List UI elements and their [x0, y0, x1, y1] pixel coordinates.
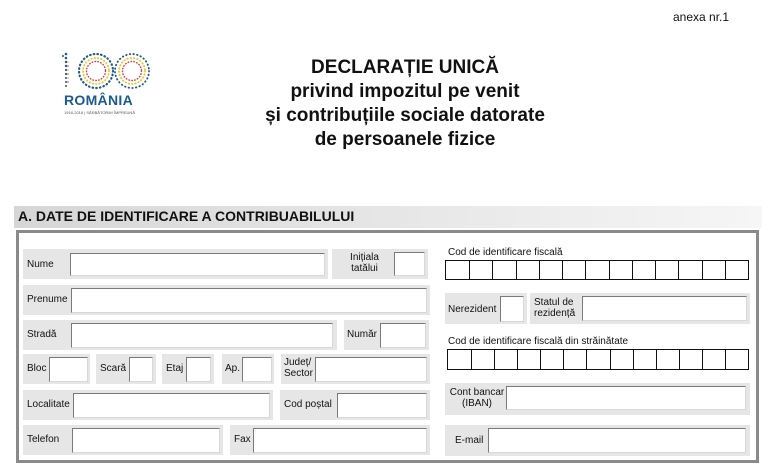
bloc-label: Bloc	[27, 363, 47, 374]
cont-label-line2: (IBAN)	[462, 398, 492, 409]
cif-label: Cod de identificare fiscală	[448, 247, 563, 258]
judet-cell	[281, 354, 430, 384]
ap-cell	[222, 354, 274, 384]
initiala-label	[342, 252, 387, 274]
logo-tagline: 1918-2018 | SĂRBĂTORIM ÎMPREUNĂ	[64, 110, 135, 115]
nerezident-checkbox[interactable]	[500, 296, 524, 322]
localitate-cell	[23, 390, 273, 420]
cif-digit-box[interactable]	[469, 261, 492, 279]
cont-bancar-cell	[445, 383, 750, 415]
ap-label: Ap.	[225, 363, 241, 374]
fax-input[interactable]	[253, 428, 427, 453]
cif-digit-box[interactable]	[492, 261, 515, 279]
centenary-dots-icon	[58, 48, 158, 94]
cif-strainatate-digit-box[interactable]	[471, 350, 494, 369]
ap-input[interactable]	[242, 357, 272, 382]
prenume-cell	[23, 285, 430, 315]
cif-strainatate-digit-box[interactable]	[610, 350, 633, 369]
judet-label-line2: Sector	[284, 368, 313, 379]
numar-label: Număr	[347, 329, 378, 340]
cif-digit-boxes[interactable]	[445, 260, 749, 280]
nerezident-label: Nerezident	[448, 304, 497, 315]
telefon-label: Telefon	[27, 434, 60, 445]
statul-rezidenta-cell	[530, 293, 750, 324]
judet-input[interactable]	[315, 357, 427, 382]
statul-label-line1: Statul de	[534, 297, 574, 308]
cont-bancar-label	[448, 387, 506, 409]
initiala-label-line1: Inițiala	[350, 252, 379, 263]
cif-strainatate-digit-box[interactable]	[448, 350, 471, 369]
numar-input[interactable]	[380, 323, 426, 348]
scara-label: Scară	[100, 363, 127, 374]
section-title: A. DATE DE IDENTIFICARE A CONTRIBUABILULUI	[18, 208, 355, 224]
statul-label-line2: rezidență	[534, 308, 576, 319]
title-line-1: DECLARAȚIE UNICĂ	[311, 57, 499, 78]
telefon-cell	[23, 425, 223, 455]
cif-strainatate-digit-box[interactable]	[586, 350, 609, 369]
cif-strainatate-digit-box[interactable]	[563, 350, 586, 369]
cif-digit-box[interactable]	[516, 261, 539, 279]
strada-label: Stradă	[27, 329, 57, 340]
judet-label	[284, 357, 313, 379]
cif-strainatate-label: Cod de identificare fiscală din străinătate	[448, 336, 629, 347]
telefon-input[interactable]	[72, 428, 220, 453]
fax-cell	[230, 425, 430, 455]
nerezident-cell	[445, 293, 527, 324]
initiala-input[interactable]	[394, 252, 425, 276]
cif-strainatate-digit-box[interactable]	[633, 350, 656, 369]
cif-digit-box[interactable]	[609, 261, 632, 279]
cif-strainatate-digit-boxes[interactable]	[447, 349, 749, 370]
fax-label: Fax	[234, 434, 251, 445]
cif-strainatate-digit-box[interactable]	[517, 350, 540, 369]
cod-postal-cell	[280, 390, 430, 420]
title-line-4: de persoanele fizice	[314, 129, 496, 150]
title-line-2: privind impozitul pe venit	[290, 81, 520, 102]
statul-rezidenta-label	[534, 297, 575, 319]
cif-strainatate-digit-box[interactable]	[679, 350, 702, 369]
section-header	[14, 206, 762, 228]
prenume-input[interactable]	[71, 288, 427, 313]
numar-cell	[344, 320, 429, 350]
etaj-label: Etaj	[166, 363, 184, 374]
cont-label-line1: Cont bancar	[449, 387, 505, 398]
cif-digit-box[interactable]	[702, 261, 725, 279]
bloc-input[interactable]	[49, 357, 88, 382]
localitate-input[interactable]	[73, 393, 270, 418]
cif-digit-box[interactable]	[539, 261, 562, 279]
cif-strainatate-digit-box[interactable]	[725, 350, 748, 369]
annex-number: anexa nr.1	[673, 10, 730, 24]
cod-postal-input[interactable]	[337, 393, 427, 418]
prenume-label: Prenume	[27, 294, 68, 305]
initiala-cell	[332, 249, 428, 279]
cif-digit-box[interactable]	[562, 261, 585, 279]
cif-digit-box[interactable]	[632, 261, 655, 279]
scara-input[interactable]	[129, 357, 153, 382]
etaj-input[interactable]	[186, 357, 211, 382]
scara-cell	[96, 354, 156, 384]
cif-strainatate-digit-box[interactable]	[702, 350, 725, 369]
iban-input[interactable]	[506, 386, 746, 410]
nume-input[interactable]	[70, 253, 325, 276]
initiala-label-line2: tatălui	[351, 263, 378, 274]
cif-digit-box[interactable]	[655, 261, 678, 279]
logo-word: ROMÂNIA	[64, 92, 133, 108]
cif-digit-box[interactable]	[585, 261, 608, 279]
email-input[interactable]	[488, 428, 746, 453]
localitate-label: Localitate	[27, 399, 70, 410]
strada-cell	[23, 320, 337, 350]
judet-label-line1: Județ/	[284, 357, 312, 368]
email-cell	[445, 425, 750, 456]
cif-strainatate-digit-box[interactable]	[656, 350, 679, 369]
cif-strainatate-digit-box[interactable]	[540, 350, 563, 369]
cod-postal-label: Cod poștal	[284, 399, 332, 410]
email-label: E-mail	[455, 435, 484, 446]
cif-strainatate-digit-box[interactable]	[494, 350, 517, 369]
nume-cell	[23, 249, 328, 279]
cif-digit-box[interactable]	[725, 261, 748, 279]
romania-100-logo	[58, 48, 158, 120]
strada-input[interactable]	[71, 323, 333, 348]
statul-rezidenta-input[interactable]	[582, 296, 747, 321]
bloc-cell	[23, 354, 90, 384]
document-title	[230, 56, 580, 152]
cif-digit-box[interactable]	[446, 261, 469, 279]
cif-digit-box[interactable]	[678, 261, 701, 279]
etaj-cell	[162, 354, 214, 384]
title-line-3: și contribuțiile sociale datorate	[265, 105, 545, 126]
nume-label: Nume	[27, 259, 54, 270]
